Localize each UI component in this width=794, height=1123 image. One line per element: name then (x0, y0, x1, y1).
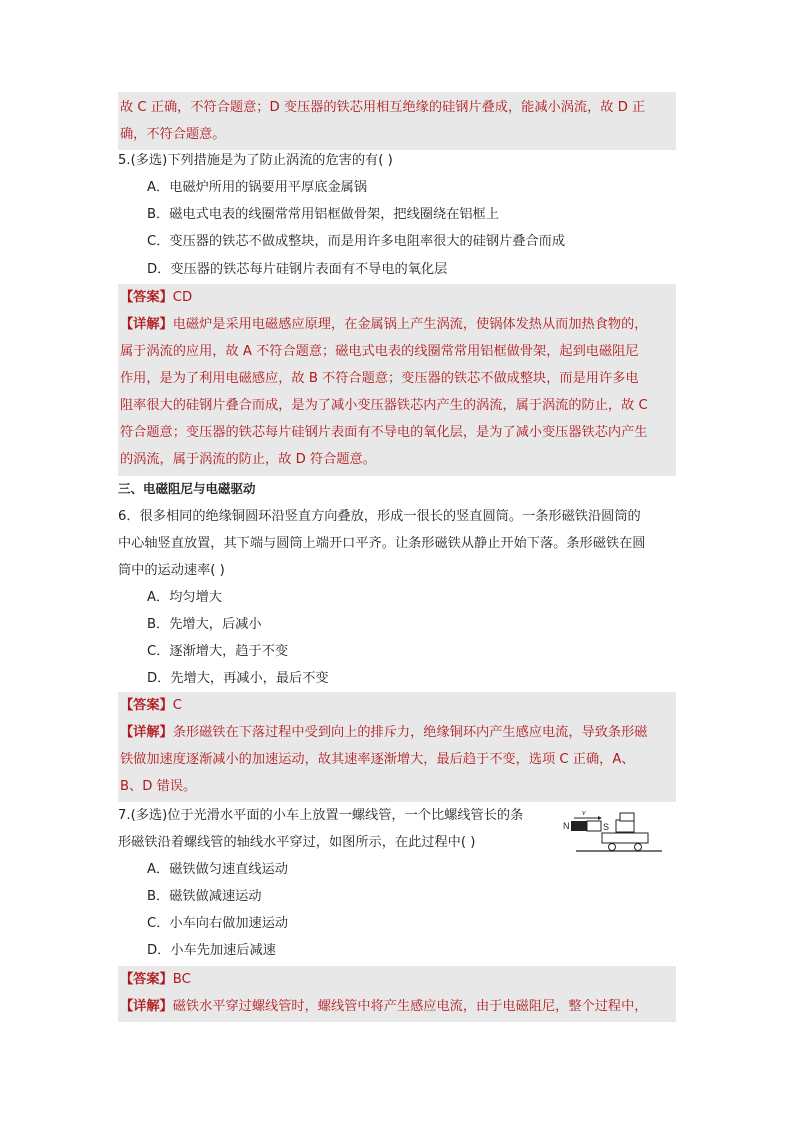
magnet-s-label: S (603, 822, 610, 832)
q5-option-c: C．变压器的铁芯不做成整块，而是用许多电阻率很大的硅钢片叠合而成 (147, 234, 566, 249)
q6-answer: 【答案】C (120, 698, 182, 713)
q6-option-b: B．先增大，后减小 (147, 617, 262, 632)
solenoid (616, 820, 634, 832)
section-heading: 三、电磁阻尼与电磁驱动 (118, 481, 256, 496)
q5-option-a: A．电磁炉所用的锅要用平厚底金属锅 (147, 180, 368, 195)
q7-option-c: C．小车向右做加速运动 (147, 916, 289, 931)
q6-detail-line: B、D 错误。 (120, 779, 197, 794)
q7-stem-line: 形磁铁沿着螺线管的轴线水平穿过，如图所示，在此过程中( ) (118, 835, 476, 850)
q7-detail-line: 【详解】磁铁水平穿过螺线管时，螺线管中将产生感应电流，由于电磁阻尼，整个过程中， (120, 999, 648, 1014)
q6-option-a: A．均匀增大 (147, 590, 222, 605)
magnet-n-pole (571, 821, 587, 831)
q6-detail-line: 铁做加速度逐渐减小的加速运动，故其速率逐渐增大，最后趋于不变，选项 C 正确，A、 (120, 752, 635, 767)
velocity-arrowhead (598, 816, 602, 820)
q7-answer: 【答案】BC (120, 972, 191, 987)
q6-detail-line: 【详解】条形磁铁在下落过程中受到向上的排斥力，绝缘铜环内产生感应电流，导致条形磁 (120, 725, 648, 740)
q5-answer: 【答案】CD (120, 290, 193, 305)
q5-stem: 5.(多选)下列措施是为了防止涡流的危害的有( ) (118, 153, 393, 168)
q6-stem-line: 筒中的运动速率( ) (118, 563, 225, 578)
q5-option-b: B．磁电式电表的线圈常常用铝框做骨架，把线圈绕在铝框上 (147, 207, 499, 222)
cart-wheel (609, 844, 616, 851)
q7-option-a: A．磁铁做匀速直线运动 (147, 862, 288, 877)
q6-answer-block (118, 692, 676, 802)
q5-detail-line: 属于涡流的应用，故 A 不符合题意；磁电式电表的线圈常常用铝框做骨架，起到电磁阻尼 (120, 344, 639, 359)
cart-body (602, 833, 648, 843)
q6-option-d: D．先增大，再减小，最后不变 (147, 671, 329, 686)
q5-detail-line: 的涡流，属于涡流的防止，故 D 符合题意。 (120, 452, 376, 467)
q5-detail-line: 阻率很大的硅钢片叠合而成，是为了减小变压器铁芯内产生的涡流，属于涡流的防止，故 C (120, 398, 648, 413)
velocity-label: v (582, 808, 586, 817)
magnet-solenoid-cart-diagram (562, 806, 672, 862)
q7-option-d: D．小车先加速后减速 (147, 943, 276, 958)
solenoid-top (620, 813, 634, 821)
q5-detail-line: 作用，是为了利用电磁感应，故 B 不符合题意；变压器的铁芯不做成整块，而是用许多电 (120, 371, 639, 386)
q5-detail-line: 符合题意；变压器的铁芯每片硅钢片表面有不导电的氧化层，是为了减小变压器铁芯内产生 (120, 425, 648, 440)
prev-detail-block (118, 92, 676, 150)
q5-answer-block (118, 284, 676, 476)
cart-wheel (635, 844, 642, 851)
q5-option-d: D．变压器的铁芯每片硅钢片表面有不导电的氧化层 (147, 262, 448, 277)
magnet-s-pole (587, 821, 601, 831)
magnet-n-label: N (563, 821, 570, 831)
prev-detail-line: 故 C 正确，不符合题意；D 变压器的铁芯用相互绝缘的硅钢片叠成，能减小涡流，故 D 正 (120, 100, 646, 115)
q7-stem-line: 7.(多选)位于光滑水平面的小车上放置一螺线管，一个比螺线管长的条 (118, 808, 524, 823)
q6-stem-line: 中心轴竖直放置，其下端与圆筒上端开口平齐。让条形磁铁从静止开始下落。条形磁铁在圆 (118, 536, 646, 551)
prev-detail-line: 确，不符合题意。 (120, 127, 226, 142)
q6-stem-line: 6．很多相同的绝缘铜圆环沿竖直方向叠放，形成一很长的竖直圆筒。一条形磁铁沿圆筒的 (118, 509, 641, 524)
q7-option-b: B．磁铁做减速运动 (147, 889, 262, 904)
q7-answer-block (118, 966, 676, 1022)
q6-option-c: C．逐渐增大，趋于不变 (147, 644, 289, 659)
q5-detail-line: 【详解】电磁炉是采用电磁感应原理，在金属锅上产生涡流，使锅体发热从而加热食物的， (120, 317, 648, 332)
